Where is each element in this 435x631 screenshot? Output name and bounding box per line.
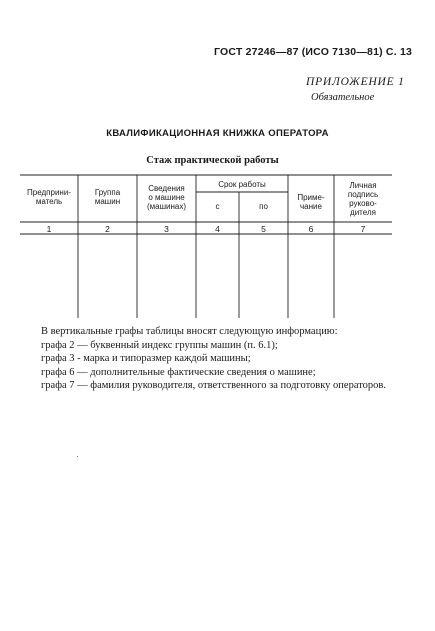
col-number: 7 [360,224,366,234]
col-header-machine-group: Группа машин [94,188,121,206]
document-subtitle: Стаж практической работы [146,155,279,166]
col-header-signature: Личная подпись руково- дителя [347,181,379,217]
col-header-from: с [215,202,220,211]
col-number: 2 [105,224,110,234]
col-header-period: Срок работы [218,180,266,189]
col-header-to: по [259,202,268,211]
notes-intro: В вертикальные графы таблицы вносят следующую информацию: [41,326,338,337]
note-item: графа 6 — дополнительные фактические сведения о машине; [41,366,316,378]
note-item: графа 3 - марка и типоразмер каждой машины; [41,353,251,364]
col-header-entrepreneur: Предприни- матель [27,188,71,206]
scan-speck [77,456,78,457]
document-title: КВАЛИФИКАЦИОННАЯ КНИЖКА ОПЕРАТОРА [106,128,329,139]
col-number: 1 [46,224,52,234]
col-number: 6 [308,224,314,234]
appendix-status: Обязательное [311,92,375,103]
col-header-machine-info: Сведения о машине (машинах) [146,184,187,211]
col-number: 5 [261,224,266,234]
note-item: графа 7 — фамилия руководителя, ответственного за подготовку операторов. [41,380,387,391]
appendix-label: ПРИЛОЖЕНИЕ 1 [306,76,405,88]
standard-reference: ГОСТ 27246—87 (ИСО 7130—81) С. 13 [214,46,413,58]
column-notes [41,325,386,393]
col-header-note: Приме- чание [297,193,325,211]
note-item: графа 2 — буквенный индекс группы машин (п. 6.1); [41,339,278,351]
col-number: 3 [164,224,169,234]
col-number: 4 [215,224,220,234]
